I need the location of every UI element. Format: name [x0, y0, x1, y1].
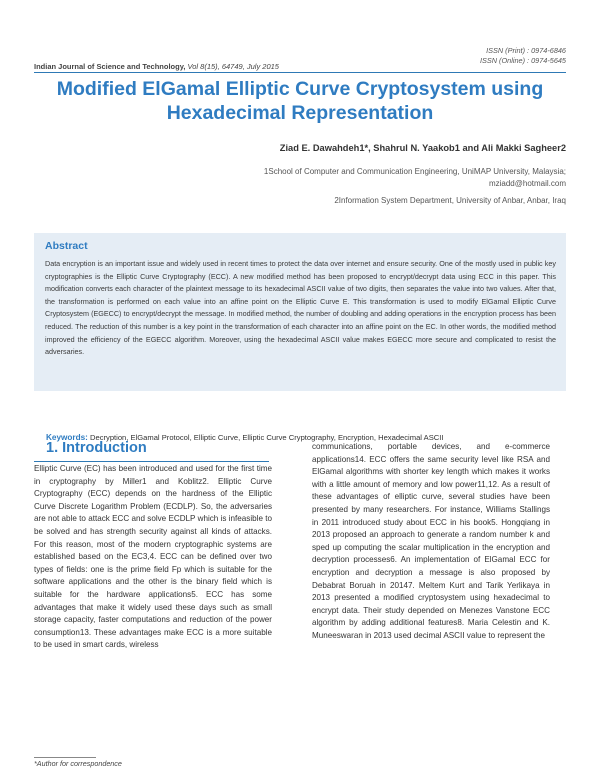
- section-rule: [34, 461, 269, 462]
- footnote-correspondence: *Author for correspondence: [34, 759, 122, 768]
- issn-online: ISSN (Online) : 0974-5645: [480, 56, 566, 65]
- author-list: Ziad E. Dawahdeh1*, Shahrul N. Yaakob1 and Ali Makki Sagheer2: [279, 143, 566, 153]
- keywords-text: Decryption, ElGamal Protocol, Elliptic Curve, Elliptic Curve Cryptography, Encryption, Hexadecimal ASCII: [89, 433, 444, 442]
- abstract-box: [34, 233, 566, 391]
- body-column-left: Elliptic Curve (EC) has been introduced and used for the first time in cryptography by Miller1 and Koblitz2. Elliptic Curve Cryptography (ECC) depends on the hardness of the Elliptic Curve Discrete Logarithm Problem (ECDLP). So, the adversaries are not able to attack ECC and solve ECDLP which is infeasible to be solved and has strength security against all kinds of attacks. For this reason, most of the modern cryptographic systems are established based on the EC3,4. ECC can be defined over two types of fields: one is the prime field Fp which is suitable for the software applications and the other is the binary field which is suitable for the hardware applications5. ECC has some advantages that make it widely used these days such as small storage capacity, faster computations and reduction of the power consumption13. These advantages make ECC is a more suitable to be used in smart cards, wireless: [34, 464, 272, 650]
- section-heading-introduction: 1. Introduction: [46, 440, 147, 456]
- journal-citation: [34, 62, 279, 71]
- body-column-right: communications, portable devices, and e-commerce applications14. ECC offers the same security level like RSA and ElGamal algorithms with shorter key length which makes it works with a little amount of memory and low power11,12. As a result of these advantages of elliptic curve, several studies have been presented by many researchers. For instance, Williams Stallings in 2011 introduced study about ECC in his book5. Hongqiang in 2013 proposed an approach to generate a random number k and sped up computing the scalar multiplication in the encryption and decryption processes6. An implementation of ElGamal ECC for encryption and decryption a message is also proposed by Debabrat Boruah in 20147. Meltem Kurt and Tarik Yerlikaya in 2013 presented a modified cryptosystem using hexadecimal to encrypt data. Their study depended on Menezes Vanstone ECC algorithm by adding additional features8. Maria Celestin and K. Muneeswaran in 2013 used decimal ASCII value to represent the: [312, 442, 550, 640]
- issn-print: ISSN (Print) : 0974-6846: [486, 46, 566, 55]
- journal-volume: Vol 8(15), 64749, July 2015: [187, 62, 279, 71]
- header-rule: [34, 72, 566, 73]
- issn-block: [480, 46, 566, 66]
- keywords-label: Keywords:: [46, 433, 88, 442]
- affiliation-1: 1School of Computer and Communication Engineering, UniMAP University, Malaysia; mziadd@hotmail.com: [263, 167, 566, 188]
- journal-name: Indian Journal of Science and Technology,: [34, 62, 186, 71]
- footnote-rule: [34, 757, 96, 758]
- abstract-text: Data encryption is an important issue and widely used in recent times to protect the data over internet and ensure security. One of the mostly used in public key cryptographies is the Elliptic Curve Cryptography (ECC). A new modified method has been proposed to encrypt/decrypt data using ECC in this paper. This modification converts each character of the plaintext message to its hexadecimal ASCII value of two digits, then separates the value into two values. After that, the transformation is performed on each value into an affine point on the Elliptic Curve E. This transformation is used to modify ElGamal Elliptic Curve Cryptosystem (EGECC) to encrypt/decrypt the message. In modified method, the number of doubling and adding operations in the encryption process has been reduced. The reduction of this number is a key point in the transformation of each character into an affine point on the EC. In other words, the modified method improved the efficiency of the EGECC algorithm. Moreover, using the hexadecimal ASCII value makes EGECC more secure and complicated to resist the adversaries.: [45, 259, 556, 357]
- paper-title: Modified ElGamal Elliptic Curve Cryptosystem using Hexadecimal Representation: [56, 78, 544, 124]
- abstract-heading: Abstract: [45, 240, 88, 252]
- affiliation-2: 2Information System Department, University of Anbar, Anbar, Iraq: [334, 196, 566, 205]
